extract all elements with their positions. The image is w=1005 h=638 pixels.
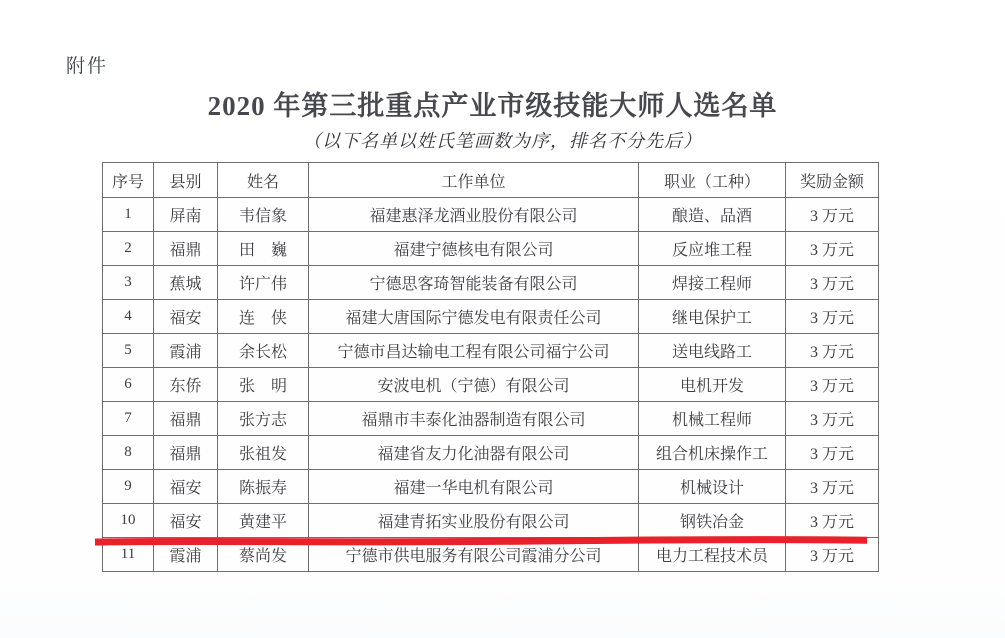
cell-occupation: 组合机床操作工 (639, 436, 786, 470)
cell-county: 福安 (154, 470, 218, 504)
cell-award: 3 万元 (786, 198, 879, 232)
cell-award: 3 万元 (786, 368, 879, 402)
cell-name: 余长松 (218, 334, 309, 368)
cell-name: 蔡尚发 (218, 538, 309, 572)
table-row (103, 232, 879, 266)
cell-no: 9 (103, 470, 154, 504)
cell-no: 8 (103, 436, 154, 470)
cell-occupation: 钢铁冶金 (639, 504, 786, 538)
cell-name: 张 明 (218, 368, 309, 402)
cell-occupation: 电机开发 (639, 368, 786, 402)
cell-award: 3 万元 (786, 538, 879, 572)
cell-name: 陈振寿 (218, 470, 309, 504)
cell-occupation: 机械设计 (639, 470, 786, 504)
cell-employer: 福鼎市丰泰化油器制造有限公司 (309, 402, 639, 436)
cell-county: 福安 (154, 504, 218, 538)
cell-no: 6 (103, 368, 154, 402)
column-header-occupation: 职业（工种） (639, 163, 786, 198)
table-row (103, 402, 879, 436)
table-row (103, 300, 879, 334)
cell-employer: 福建青拓实业股份有限公司 (309, 504, 639, 538)
cell-award: 3 万元 (786, 470, 879, 504)
cell-name: 韦信象 (218, 198, 309, 232)
cell-county: 霞浦 (154, 334, 218, 368)
cell-award: 3 万元 (786, 232, 879, 266)
column-header-no: 序号 (103, 163, 154, 198)
cell-award: 3 万元 (786, 402, 879, 436)
cell-county: 东侨 (154, 368, 218, 402)
cell-no: 7 (103, 402, 154, 436)
cell-occupation: 继电保护工 (639, 300, 786, 334)
cell-employer: 福建省友力化油器有限公司 (309, 436, 639, 470)
document-title: 2020 年第三批重点产业市级技能大师人选名单 (207, 91, 778, 121)
cell-county: 蕉城 (154, 266, 218, 300)
cell-county: 屏南 (154, 198, 218, 232)
cell-county: 福安 (154, 300, 218, 334)
table-row (103, 436, 879, 470)
cell-name: 黄建平 (218, 504, 309, 538)
attachment-label: 附件 (66, 56, 109, 77)
cell-award: 3 万元 (786, 300, 879, 334)
cell-name: 张祖发 (218, 436, 309, 470)
cell-employer: 宁德市昌达输电工程有限公司福宁公司 (309, 334, 639, 368)
table-row (103, 504, 879, 538)
candidates-table (102, 162, 879, 572)
cell-name: 田 巍 (218, 232, 309, 266)
cell-no: 1 (103, 198, 154, 232)
column-header-award: 奖励金额 (786, 163, 879, 198)
table-row (103, 470, 879, 504)
cell-award: 3 万元 (786, 504, 879, 538)
cell-county: 福鼎 (154, 232, 218, 266)
cell-no: 2 (103, 232, 154, 266)
cell-occupation: 反应堆工程 (639, 232, 786, 266)
cell-occupation: 机械工程师 (639, 402, 786, 436)
cell-occupation: 焊接工程师 (639, 266, 786, 300)
cell-employer: 福建惠泽龙酒业股份有限公司 (309, 198, 639, 232)
table-row (103, 368, 879, 402)
cell-name: 张方志 (218, 402, 309, 436)
cell-county: 福鼎 (154, 436, 218, 470)
table-row (103, 334, 879, 368)
cell-occupation: 送电线路工 (639, 334, 786, 368)
cell-occupation: 酿造、品酒 (639, 198, 786, 232)
table-row (103, 538, 879, 572)
cell-occupation: 电力工程技术员 (639, 538, 786, 572)
column-header-county: 县别 (154, 163, 218, 198)
table-header-row (103, 163, 879, 198)
cell-employer: 福建大唐国际宁德发电有限责任公司 (309, 300, 639, 334)
document-subtitle: （以下名单以姓氏笔画数为序，排名不分先后） (303, 131, 702, 151)
cell-employer: 安波电机（宁德）有限公司 (309, 368, 639, 402)
cell-employer: 福建宁德核电有限公司 (309, 232, 639, 266)
cell-no: 11 (103, 538, 154, 572)
column-header-name: 姓名 (218, 163, 309, 198)
cell-award: 3 万元 (786, 436, 879, 470)
cell-no: 10 (103, 504, 154, 538)
table-row (103, 198, 879, 232)
cell-name: 连 侠 (218, 300, 309, 334)
cell-name: 许广伟 (218, 266, 309, 300)
cell-no: 5 (103, 334, 154, 368)
cell-award: 3 万元 (786, 266, 879, 300)
cell-employer: 福建一华电机有限公司 (309, 470, 639, 504)
cell-county: 霞浦 (154, 538, 218, 572)
cell-employer: 宁德市供电服务有限公司霞浦分公司 (309, 538, 639, 572)
cell-no: 3 (103, 266, 154, 300)
column-header-employer: 工作单位 (309, 163, 639, 198)
cell-employer: 宁德思客琦智能装备有限公司 (309, 266, 639, 300)
table-row (103, 266, 879, 300)
cell-county: 福鼎 (154, 402, 218, 436)
cell-award: 3 万元 (786, 334, 879, 368)
cell-no: 4 (103, 300, 154, 334)
